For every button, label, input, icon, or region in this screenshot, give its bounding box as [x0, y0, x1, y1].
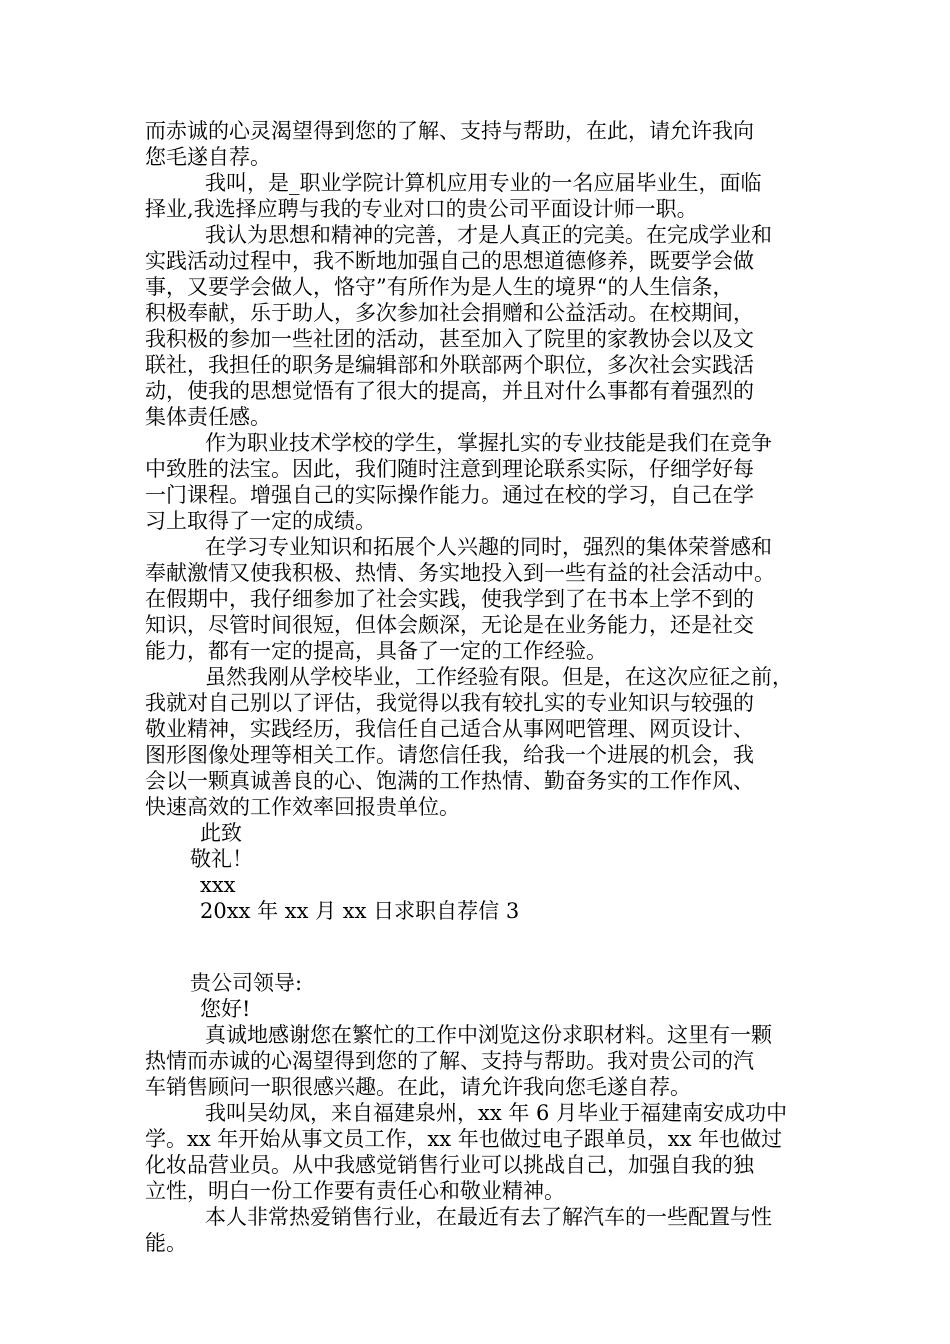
text-line: 事，又要学会做人，恪守”有所作为是人生的境界“的人生信条，: [145, 275, 734, 299]
text-line: 奉献激情又使我积极、热情、务实地投入到一些有益的社会活动中。: [145, 561, 775, 585]
text-line: 敬业精神，实践经历，我信任自己适合从事网吧管理、网页设计、: [145, 717, 754, 741]
text-line: 动，使我的思想觉悟有了很大的提高，并且对什么事都有着强烈的: [145, 379, 754, 403]
text-line: 一门课程。增强自己的实际操作能力。通过在校的学习，自己在学: [145, 483, 754, 507]
text-line: 您毛遂自荐。: [145, 145, 271, 169]
greeting: 您好!: [200, 997, 251, 1021]
text-line: 快速高效的工作效率回报贵单位。: [145, 795, 460, 819]
paragraph-start: 真诚地感谢您在繁忙的工作中浏览这份求职材料。这里有一颗: [205, 1023, 772, 1047]
text-line: 会以一颗真诚善良的心、饱满的工作热情、勤奋务实的工作作风、: [145, 769, 754, 793]
signature-name: xxx: [200, 873, 236, 897]
paragraph-start: 作为职业技术学校的学生，掌握扎实的专业技能是我们在竞争: [205, 431, 772, 455]
text-line: 联社，我担任的职务是编辑部和外联部两个职位，多次社会实践活: [145, 353, 754, 377]
text-line: 学。xx 年开始从事文员工作，xx 年也做过电子跟单员，xx 年也做过: [145, 1127, 783, 1151]
text-line: 能力，都有一定的提高，具备了一定的工作经验。: [145, 639, 607, 663]
text-line: 车销售顾问一职很感兴趣。在此，请允许我向您毛遂自荐。: [145, 1075, 691, 1099]
closing-regards: 敬礼！: [190, 847, 253, 871]
text-line: 择业,我选择应聘与我的专业对口的贵公司平面设计师一职。: [145, 197, 698, 221]
text-line: 化妆品营业员。从中我感觉销售行业可以挑战自己，加强自我的独: [145, 1153, 754, 1177]
text-line: 能。: [145, 1231, 187, 1255]
text-line: 热情而赤诚的心渴望得到您的了解、支持与帮助。我对贵公司的汽: [145, 1049, 754, 1073]
text-line: 立性，明白一份工作要有责任心和敬业精神。: [145, 1179, 565, 1203]
text-line: 图形图像处理等相关工作。请您信任我，给我一个进展的机会，我: [145, 743, 754, 767]
paragraph-start: 在学习专业知识和拓展个人兴趣的同时，强烈的集体荣誉感和: [205, 535, 772, 559]
paragraph-start: 我认为思想和精神的完善，才是人真正的完美。在完成学业和: [205, 223, 772, 247]
text-line: 我积极的参加一些社团的活动，甚至加入了院里的家教协会以及文: [145, 327, 754, 351]
paragraph-start: 我叫吴幼凤，来自福建泉州，xx 年 6 月毕业于福建南安成功中: [205, 1101, 788, 1125]
closing-salutation: 此致: [200, 821, 242, 845]
text-line: 实践活动过程中，我不断地加强自己的思想道德修养，既要学会做: [145, 249, 754, 273]
paragraph-start: 我叫，是_职业学院计算机应用专业的一名应届毕业生，面临: [205, 171, 762, 195]
text-line: 在假期中，我仔细参加了社会实践，使我学到了在书本上学不到的: [145, 587, 754, 611]
text-line: 我就对自己别以了评估，我觉得以我有较扎实的专业知识与较强的: [145, 691, 754, 715]
text-line: 而赤诚的心灵渴望得到您的了解、支持与帮助，在此，请允许我向: [145, 119, 754, 143]
text-line: 知识，尽管时间很短，但体会颇深，无论是在业务能力，还是社交: [145, 613, 754, 637]
text-line: 中致胜的法宝。因此，我们随时注意到理论联系实际，仔细学好每: [145, 457, 754, 481]
text-line: 习上取得了一定的成绩。: [145, 509, 376, 533]
paragraph-start: 本人非常热爱销售行业，在最近有去了解汽车的一些配置与性: [205, 1205, 772, 1229]
paragraph-start: 虽然我刚从学校毕业，工作经验有限。但是，在这次应征之前，: [205, 665, 793, 689]
letter-addressee: 贵公司领导:: [190, 971, 303, 995]
text-line: 积极奉献，乐于助人，多次参加社会捐赠和公益活动。在校期间，: [145, 301, 754, 325]
text-line: 集体责任感。: [145, 405, 271, 429]
date-and-heading: 20xx 年 xx 月 xx 日求职自荐信 3: [200, 899, 520, 923]
